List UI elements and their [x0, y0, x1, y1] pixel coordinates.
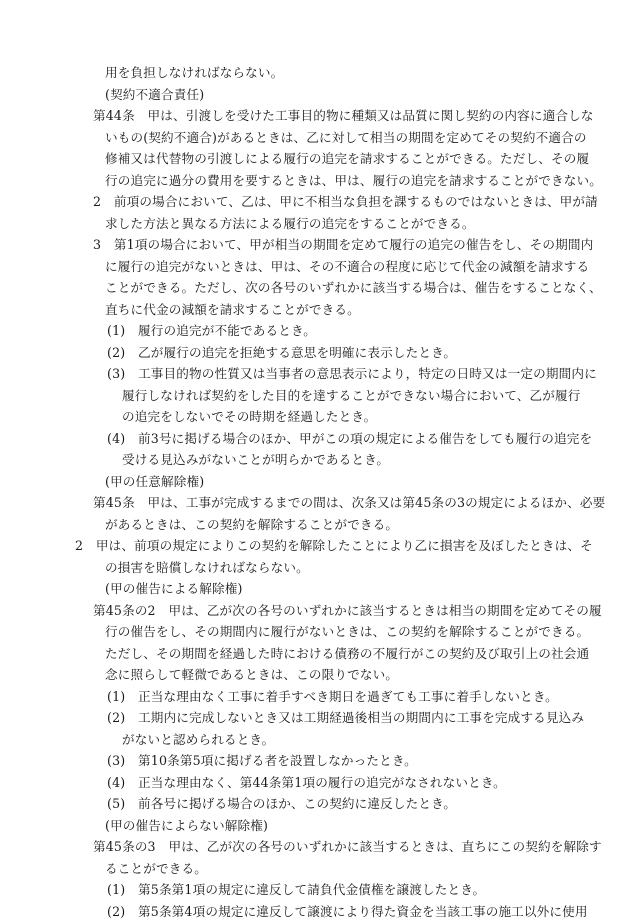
text-line: 修補又は代替物の引渡しによる履行の追完を請求することができる。ただし、その履 — [0, 148, 630, 170]
text-line: (1) 第5条第1項の規定に違反して請負代金債権を譲渡したとき。 — [0, 879, 630, 901]
text-line: 第45条 甲は、工事が完成するまでの間は、次条又は第45条の3の規定によるほか、必要 — [0, 492, 630, 514]
text-line: 行の追完に過分の費用を要するときは、甲は、履行の追完を請求することができない。 — [0, 170, 630, 192]
text-line: の損害を賠償しなければならない。 — [0, 557, 630, 579]
text-line: 求した方法と異なる方法による履行の追完をすることができる。 — [0, 213, 630, 235]
text-line: (甲の催告による解除権) — [0, 578, 630, 600]
text-line: (2) 乙が履行の追完を拒絶する意思を明確に表示したとき。 — [0, 342, 630, 364]
text-line: ただし、その期間を経過した時における債務の不履行がこの契約及び取引上の社会通 — [0, 643, 630, 665]
text-line: 3 第1項の場合において、甲が相当の期間を定めて履行の追完の催告をし、その期間内 — [0, 234, 630, 256]
text-line: (4) 正当な理由なく、第44条第1項の履行の追完がなされないとき。 — [0, 772, 630, 794]
text-line: 第44条 甲は、引渡しを受けた工事目的物に種類又は品質に関し契約の内容に適合しな — [0, 105, 630, 127]
text-line: 第45条の2 甲は、乙が次の各号のいずれかに該当するときは相当の期間を定めてその履 — [0, 600, 630, 622]
text-line: 2 前項の場合において、乙は、甲に不相当な負担を課するものではないときは、甲が請 — [0, 191, 630, 213]
text-line: の追完をしないでその時期を経過したとき。 — [0, 406, 630, 428]
text-line: (3) 第10条第5項に掲げる者を設置しなかったとき。 — [0, 750, 630, 772]
text-line: ことができる。ただし、次の各号のいずれかに該当する場合は、催告をすることなく、 — [0, 277, 630, 299]
document-page — [0, 62, 630, 922]
text-line: 2 甲は、前項の規定によりこの契約を解除したことにより乙に損害を及ぼしたときは、そ — [0, 535, 630, 557]
text-line: がないと認められるとき。 — [0, 729, 630, 751]
text-line: 第45条の3 甲は、乙が次の各号のいずれかに該当するときは、直ちにこの契約を解除す — [0, 836, 630, 858]
text-line: (1) 履行の追完が不能であるとき。 — [0, 320, 630, 342]
text-line: (契約不適合責任) — [0, 84, 630, 106]
text-line: があるときは、この契約を解除することができる。 — [0, 514, 630, 536]
text-line: 直ちに代金の減額を請求することができる。 — [0, 299, 630, 321]
text-line: に履行の追完がないときは、甲は、その不適合の程度に応じて代金の減額を請求する — [0, 256, 630, 278]
text-line: 履行しなければ契約をした目的を達することができない場合において、乙が履行 — [0, 385, 630, 407]
text-line: (甲の任意解除権) — [0, 471, 630, 493]
text-line: (4) 前3号に掲げる場合のほか、甲がこの項の規定による催告をしても履行の追完を — [0, 428, 630, 450]
text-line: 念に照らして軽微であるときは、この限りでない。 — [0, 664, 630, 686]
text-line: 受ける見込みがないことが明らかであるとき。 — [0, 449, 630, 471]
text-line: (5) 前各号に掲げる場合のほか、この契約に違反したとき。 — [0, 793, 630, 815]
text-line: (2) 工期内に完成しないとき又は工期経過後相当の期間内に工事を完成する見込み — [0, 707, 630, 729]
text-line: (2) 第5条第4項の規定に違反して譲渡により得た資金を当該工事の施工以外に使用 — [0, 901, 630, 922]
text-line: (3) 工事目的物の性質又は当事者の意思表示により，特定の日時又は一定の期間内に — [0, 363, 630, 385]
text-line: 用を負担しなければならない。 — [0, 62, 630, 84]
text-line: (甲の催告によらない解除権) — [0, 815, 630, 837]
text-line: いもの(契約不適合)があるときは、乙に対して相当の期間を定めてその契約不適合の — [0, 127, 630, 149]
text-line: ることができる。 — [0, 858, 630, 880]
text-line: (1) 正当な理由なく工事に着手すべき期日を過ぎても工事に着手しないとき。 — [0, 686, 630, 708]
text-line: 行の催告をし、その期間内に履行がないときは、この契約を解除することができる。 — [0, 621, 630, 643]
